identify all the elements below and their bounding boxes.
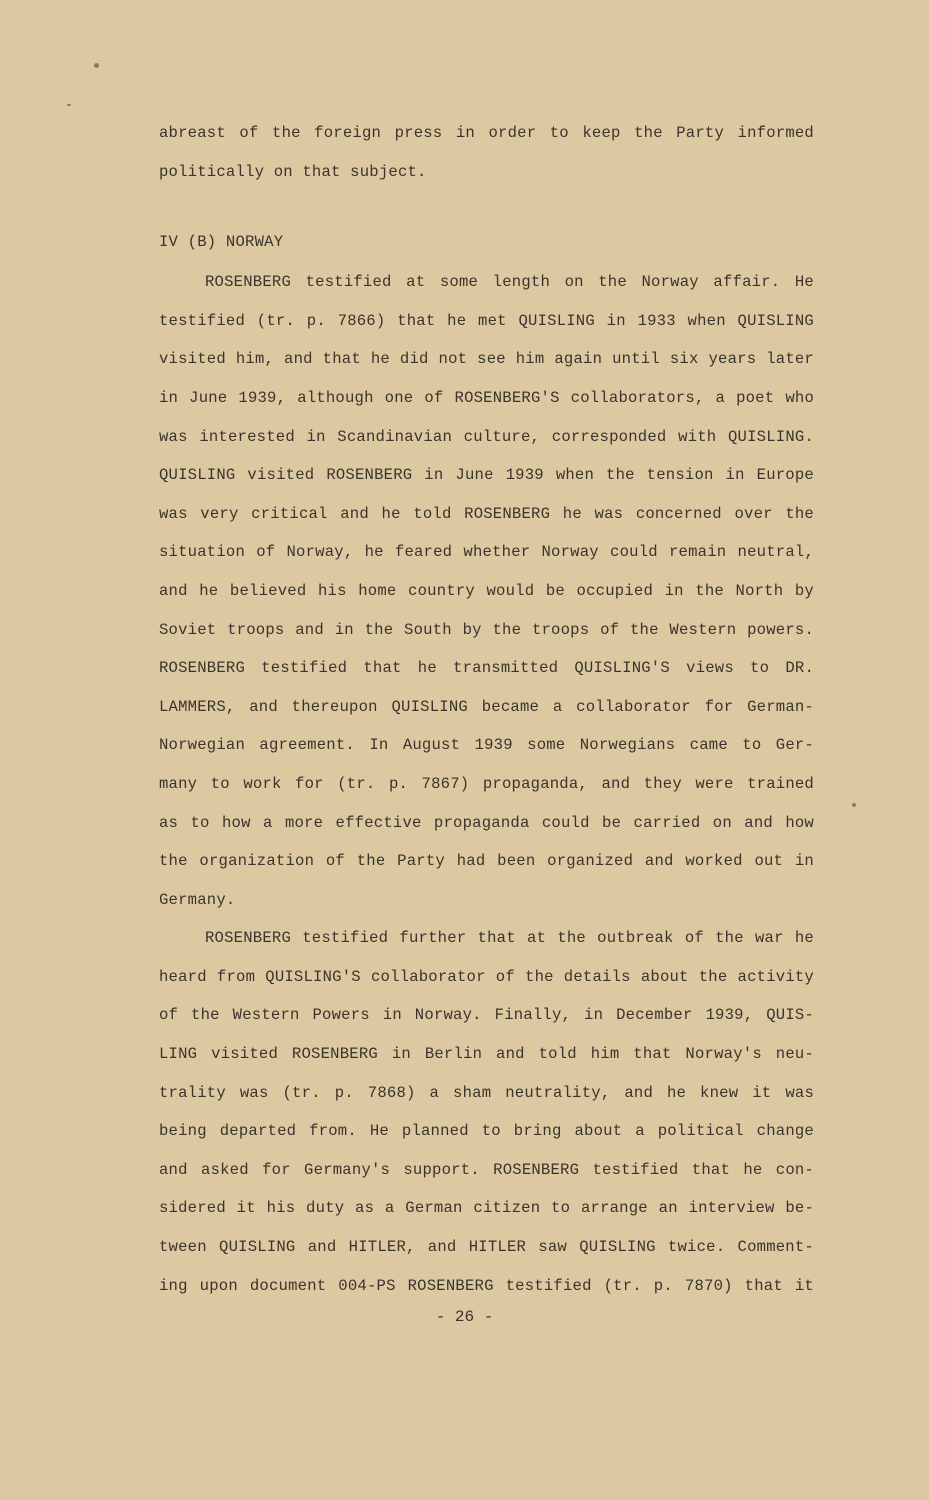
- text-line: sidered it his duty as a German citizen to arrange an interview be-: [159, 1199, 814, 1218]
- text-line: visited him, and that he did not see him again until six years later: [159, 350, 814, 369]
- text-line: Germany.: [159, 890, 236, 909]
- text-line: ROSENBERG testified that he transmitted QUISLING'S views to DR.: [159, 659, 814, 678]
- text-line: ROSENBERG testified further that at the outbreak of the war he: [205, 929, 814, 948]
- text-line: Soviet troops and in the South by the troops of the Western powers.: [159, 620, 814, 639]
- text-line: was interested in Scandinavian culture, corresponded with QUISLING.: [159, 427, 814, 446]
- text-line: and he believed his home country would be occupied in the North by: [159, 581, 814, 600]
- text-line: many to work for (tr. p. 7867) propaganda, and they were trained: [159, 774, 814, 793]
- text-line: being departed from. He planned to bring about a political change: [159, 1122, 814, 1141]
- paper-speck: [67, 104, 71, 106]
- document-body: [159, 114, 814, 1305]
- text-line: tween QUISLING and HITLER, and HITLER saw QUISLING twice. Comment-: [159, 1238, 814, 1257]
- intro-line: politically on that subject.: [159, 162, 427, 181]
- paragraph-1: [159, 263, 814, 919]
- section-heading: IV (B) NORWAY: [159, 233, 284, 252]
- text-line: QUISLING visited ROSENBERG in June 1939 when the tension in Europe: [159, 466, 814, 485]
- text-line: testified (tr. p. 7866) that he met QUISLING in 1933 when QUISLING: [159, 311, 814, 330]
- text-line: as to how a more effective propaganda could be carried on and how: [159, 813, 814, 832]
- text-line: the organization of the Party had been organized and worked out in: [159, 852, 814, 871]
- page-number: - 26 -: [435, 1308, 494, 1326]
- text-line: ROSENBERG testified at some length on the Norway affair. He: [205, 273, 814, 292]
- text-line: was very critical and he told ROSENBERG he was concerned over the: [159, 504, 814, 523]
- text-line: heard from QUISLING'S collaborator of the details about the activity: [159, 967, 814, 986]
- paper-speck: [852, 803, 856, 807]
- text-line: Norwegian agreement. In August 1939 some Norwegians came to Ger-: [159, 736, 814, 755]
- text-line: and asked for Germany's support. ROSENBERG testified that he con-: [159, 1160, 814, 1179]
- text-line: LAMMERS, and thereupon QUISLING became a collaborator for German-: [159, 697, 814, 716]
- text-line: ing upon document 004-PS ROSENBERG testified (tr. p. 7870) that it: [159, 1276, 814, 1295]
- text-line: trality was (tr. p. 7868) a sham neutrality, and he knew it was: [159, 1083, 814, 1102]
- text-line: of the Western Powers in Norway. Finally, in December 1939, QUIS-: [159, 1006, 814, 1025]
- text-line: LING visited ROSENBERG in Berlin and told him that Norway's neu-: [159, 1045, 814, 1064]
- intro-line: abreast of the foreign press in order to keep the Party informed: [159, 124, 814, 142]
- text-line: in June 1939, although one of ROSENBERG'S collaborators, a poet who: [159, 388, 814, 407]
- text-line: situation of Norway, he feared whether Norway could remain neutral,: [159, 543, 814, 562]
- paper-speck: [94, 63, 99, 68]
- paragraph-2: [159, 919, 814, 1305]
